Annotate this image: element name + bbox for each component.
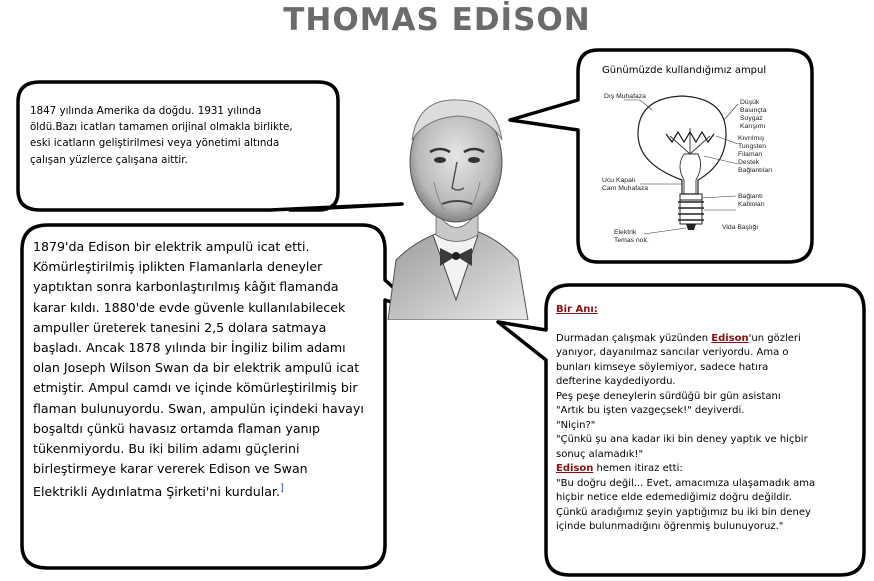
label-kivrilmis: Kıvrılmış (738, 135, 765, 142)
bulb-diagram (600, 84, 790, 254)
label-ucu-kapali: Ucu Kapalı (602, 177, 636, 184)
label-destek: Destek (738, 159, 760, 166)
birth-line: çalışan yüzlerce çalışana aittir. (30, 153, 188, 166)
memory-line: bunları kimseye söylemiyor, sadece hatıra (556, 361, 769, 373)
memory-line: içinde bulunmadığını öğrenmiş bulunuyoruz." (556, 521, 784, 532)
memory-text (556, 303, 836, 535)
invention-line: 1879'da Edison bir elektrik ampulü icat etti. (33, 239, 310, 254)
label-filaman: Filaman (738, 151, 763, 158)
memory-line: Peş peşe deneylerin sürdüğü bir gün asistanı (556, 390, 781, 402)
memory-line: "Artık bu işten vazgeçsek!" deyiverdi. (556, 405, 745, 416)
footnote-mark[interactable]: ] (279, 483, 284, 495)
invention-line: tükenmiyordu. Bu iki bilim adamı güçlerini (33, 441, 300, 457)
edison-name-1: Edison (711, 332, 749, 344)
birth-line: öldü.Bazı icatları tamamen orijinal olmakla birlikte, (30, 121, 293, 134)
page-title: THOMAS EDİSON (283, 2, 591, 38)
invention-line: boşaltdı çünkü havasız ortamda flaman yanıp (33, 420, 321, 436)
label-tungsten: Tungsten (738, 143, 767, 150)
label-baglanti: Bağlantı (738, 193, 763, 200)
invention-line: karar kıldı. 1880'de evde güvenle kullanılabilecek (33, 299, 346, 315)
invention-line: yaptıktan sonra karbonlaştırılmış kâğıt flamanda (33, 279, 339, 295)
label-temas-nok: Temas nok. (614, 237, 649, 244)
memory-line: "Bu doğru değil... Evet, amacımıza ulaşamadık ama (556, 477, 816, 489)
invention-line: etmiştir. Ampul camdı ve içinde kömürleştirilmiş bir (33, 380, 358, 396)
edison-portrait (378, 70, 538, 320)
memory-line: defterine kaydediyordu. (556, 376, 676, 387)
memory-line-suffix: 'un gözleri (748, 332, 801, 344)
label-vida-basligi: Vida Başlığı (722, 224, 759, 231)
memory-line: sonuç alamadık!" (556, 448, 644, 460)
invention-line: Kömürleştirilmiş iplikten Flamanlarla deneyler (33, 259, 323, 275)
invention-line: başladı. Ancak 1878 yılında bir İngiliz bilim adamı (33, 340, 346, 356)
memory-line: "Çünkü şu ana kadar iki bin deney yaptık ve hiçbir (556, 434, 808, 445)
edison-name-2: Edison (556, 463, 594, 474)
bulb-heading: Günümüzde kullandığımız ampul (602, 65, 767, 76)
label-dusuk: Düşük (740, 99, 760, 106)
label-elektrik: Elektrik (614, 229, 637, 236)
birth-text (30, 103, 320, 168)
memory-line: yanıyor, dayanılmaz sancılar veriyordu. Ama o (556, 347, 789, 358)
label-soygaz: Soygaz (740, 115, 763, 122)
label-dis-muhafaza: Dış Muhafaza (604, 93, 646, 100)
memory-line: hiçbir netice elde edemediğimiz doğru değildir. (556, 492, 792, 503)
memory-line: Çünkü aradığımız şeyin yaptığımız bu iki bin deney (556, 506, 811, 518)
invention-last-line: Elektrikli Aydınlatma Şirketi'ni kurdular. (33, 484, 280, 500)
invention-line: olan Joseph Wilson Swan da bir elektrik ampulü icat (33, 360, 360, 376)
invention-text (33, 237, 373, 503)
memory-heading: Bir Anı: (556, 304, 598, 315)
memory-line-suffix: hemen itiraz etti: (593, 463, 683, 474)
memory-line (556, 332, 836, 347)
label-cam-muhafaza: Cam Muhafaza (602, 185, 649, 192)
memory-line: "Niçin?" (556, 419, 596, 431)
invention-line (33, 479, 373, 502)
label-basincta: Basınçta (740, 107, 767, 114)
label-kablolari: Kabloları (738, 201, 765, 208)
memory-line-prefix: Durmadan çalışmak yüzünden (556, 332, 712, 344)
invention-line: ampuller üreterek tanesini 2,5 dolara satmaya (33, 319, 327, 335)
birth-line: eski icatların geliştirilmesi veya yönetimi altında (30, 137, 280, 150)
invention-line: birleştirmeye karar vererek Edison ve Swan (33, 461, 308, 477)
label-karisimi: Karışımı (740, 123, 766, 130)
invention-line: flaman bulunuyordu. Swan, ampulün içindeki havayı (33, 400, 364, 416)
label-baglantilari: Bağlantıları (738, 167, 773, 174)
memory-line (556, 462, 836, 477)
birth-line: 1847 yılında Amerika da doğdu. 1931 yılında (30, 105, 262, 117)
